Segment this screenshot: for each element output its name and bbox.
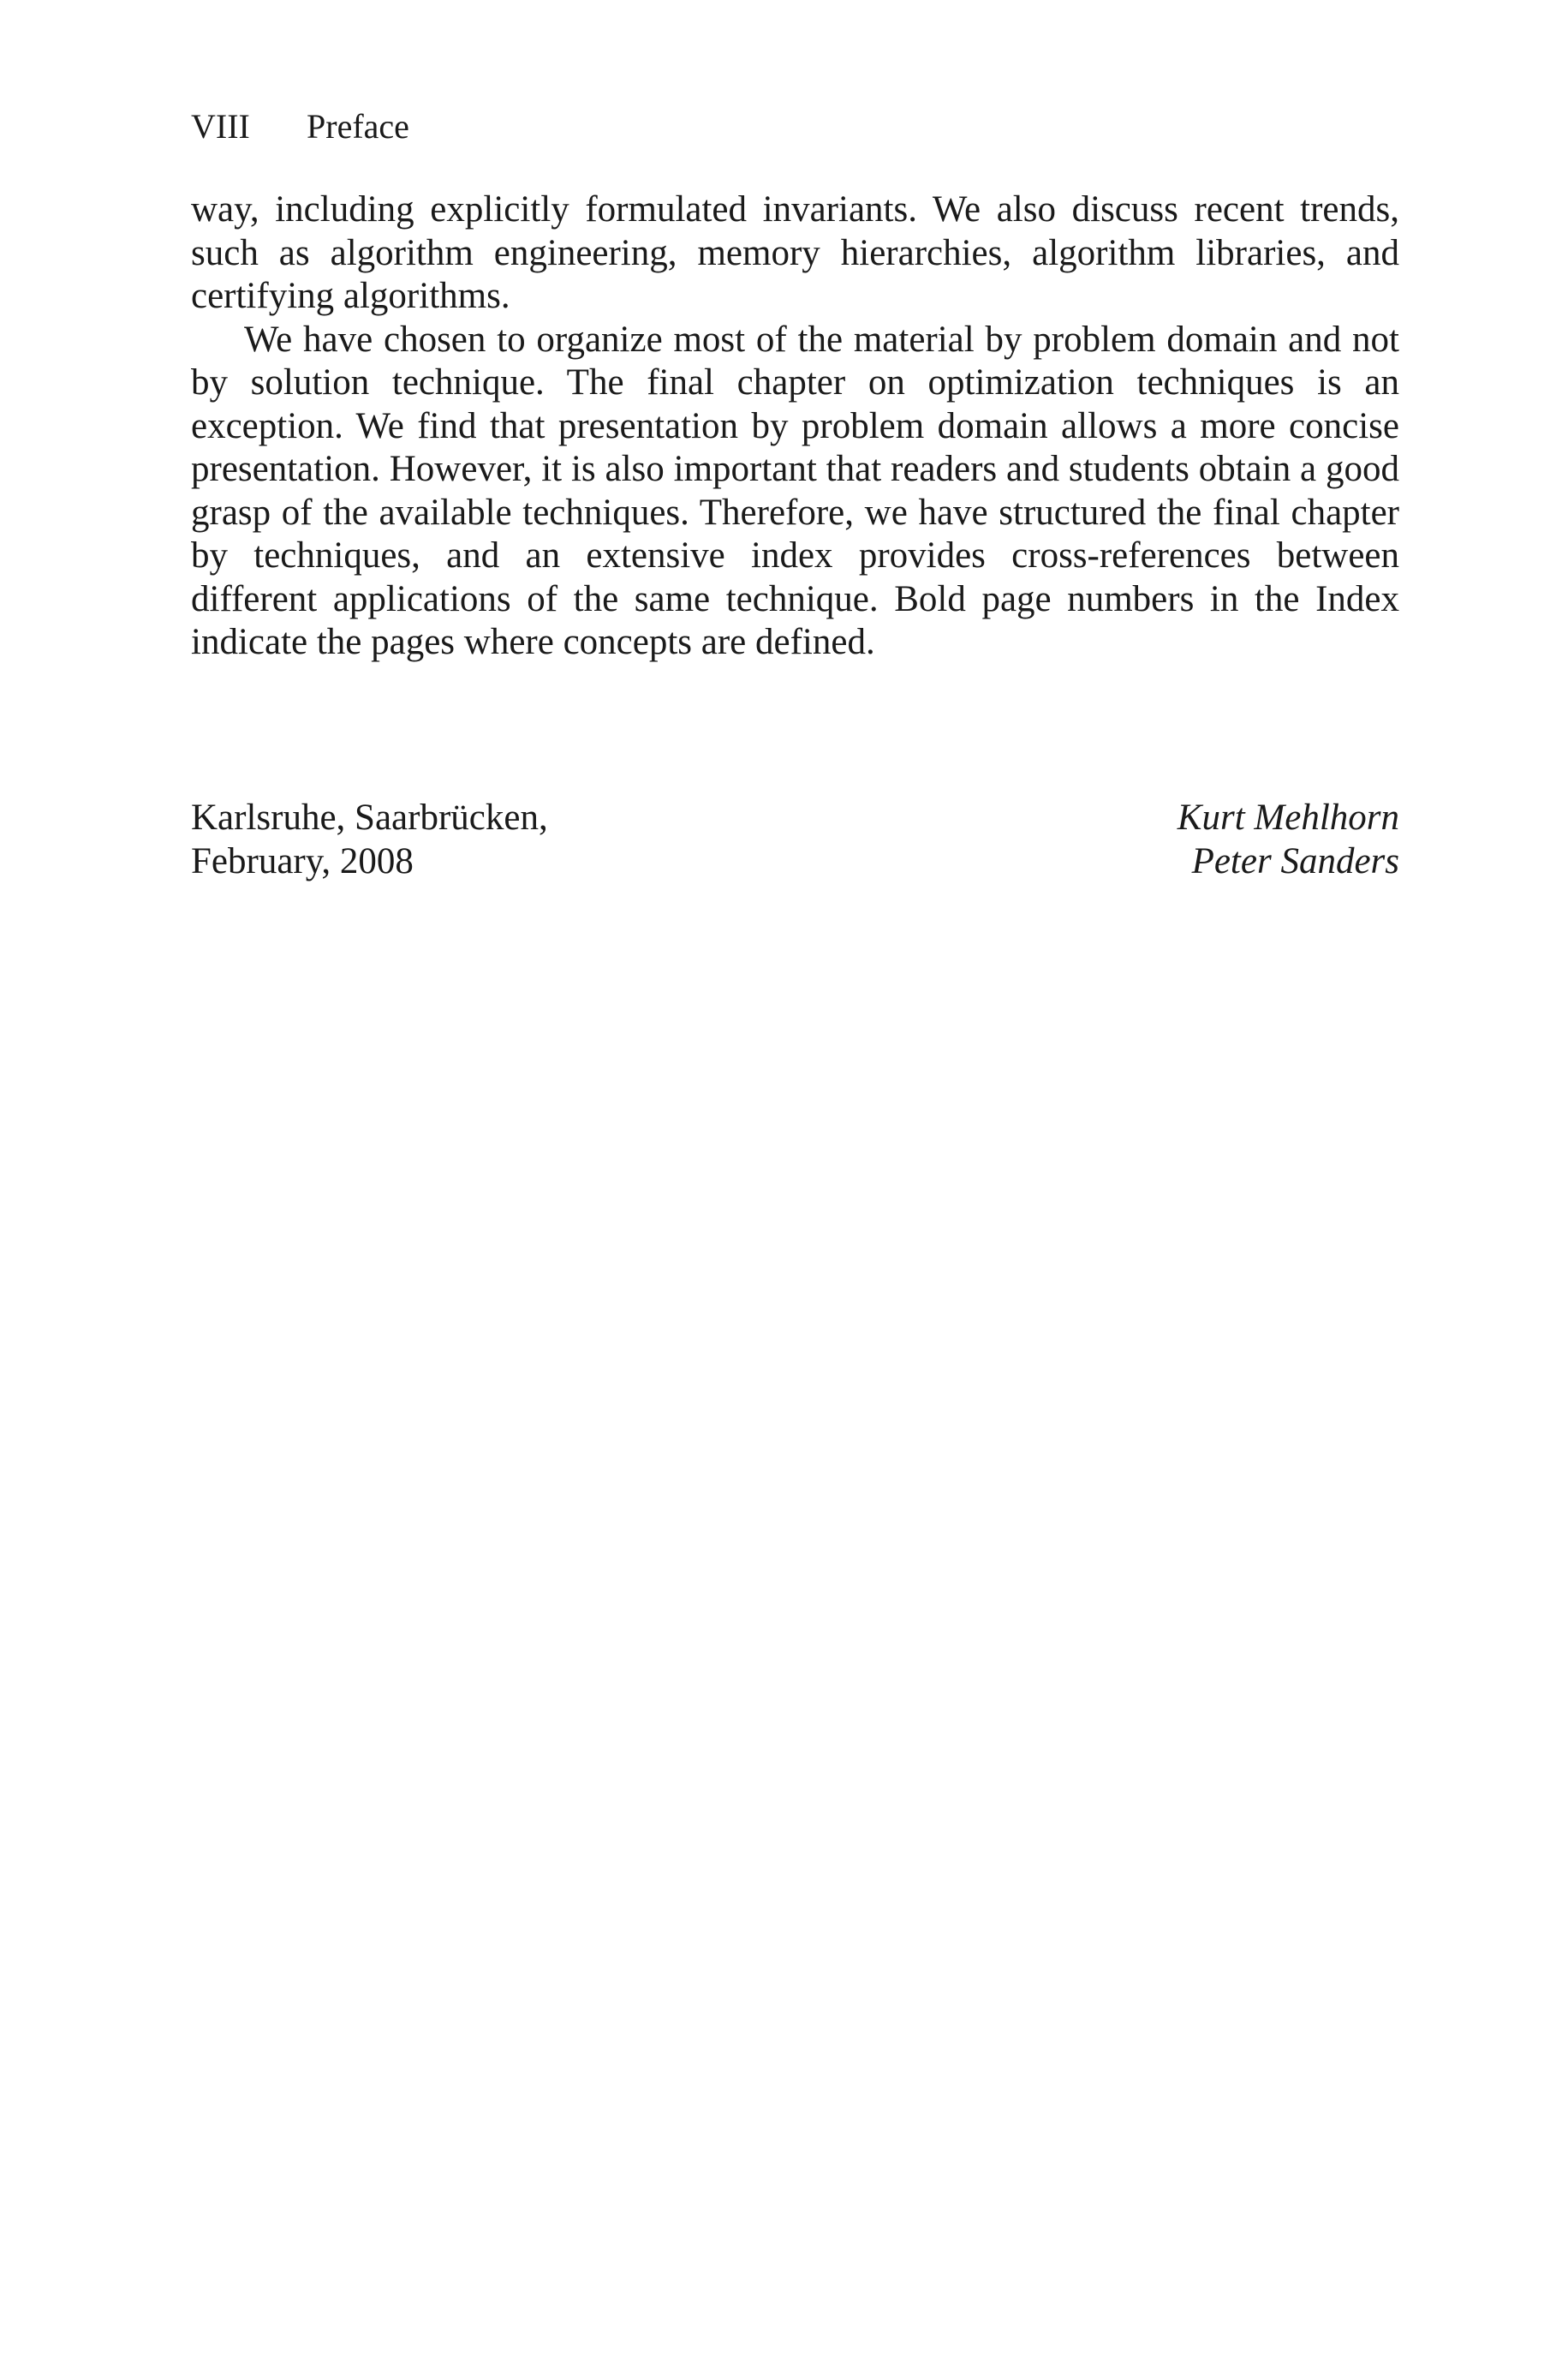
paragraph-continuation: way, including explicitly formulated invariants. We also discuss recent trends, such as algorithm engineering, memory hierarchies, algorithm libraries, and certifying algorithms. bbox=[191, 189, 1399, 316]
place-date bbox=[191, 797, 548, 883]
preface-body bbox=[191, 188, 1399, 665]
page-number: VIII bbox=[191, 107, 250, 146]
author-name: Kurt Mehlhorn bbox=[1177, 798, 1399, 838]
authors bbox=[1177, 797, 1399, 883]
section-title: Preface bbox=[307, 107, 409, 146]
date-line: February, 2008 bbox=[191, 840, 414, 881]
running-head bbox=[191, 107, 409, 146]
signature-block bbox=[191, 797, 1399, 883]
place-line: Karlsruhe, Saarbrücken, bbox=[191, 798, 548, 838]
author-name: Peter Sanders bbox=[1191, 840, 1399, 881]
paragraph-organization: We have chosen to organize most of the material by problem domain and not by solution technique. The final chapter on optimization techniques is an exception. We find that presentation by problem domain allows a more concise presentation. However, it is also important that readers and students obtain a good grasp of the available techniques. Therefore, we have structured the final chapter by techniques, and an extensive index provides cross-references between different applications of the same technique. Bold page numbers in the Index indicate the pages where concepts are defined. bbox=[191, 319, 1399, 662]
